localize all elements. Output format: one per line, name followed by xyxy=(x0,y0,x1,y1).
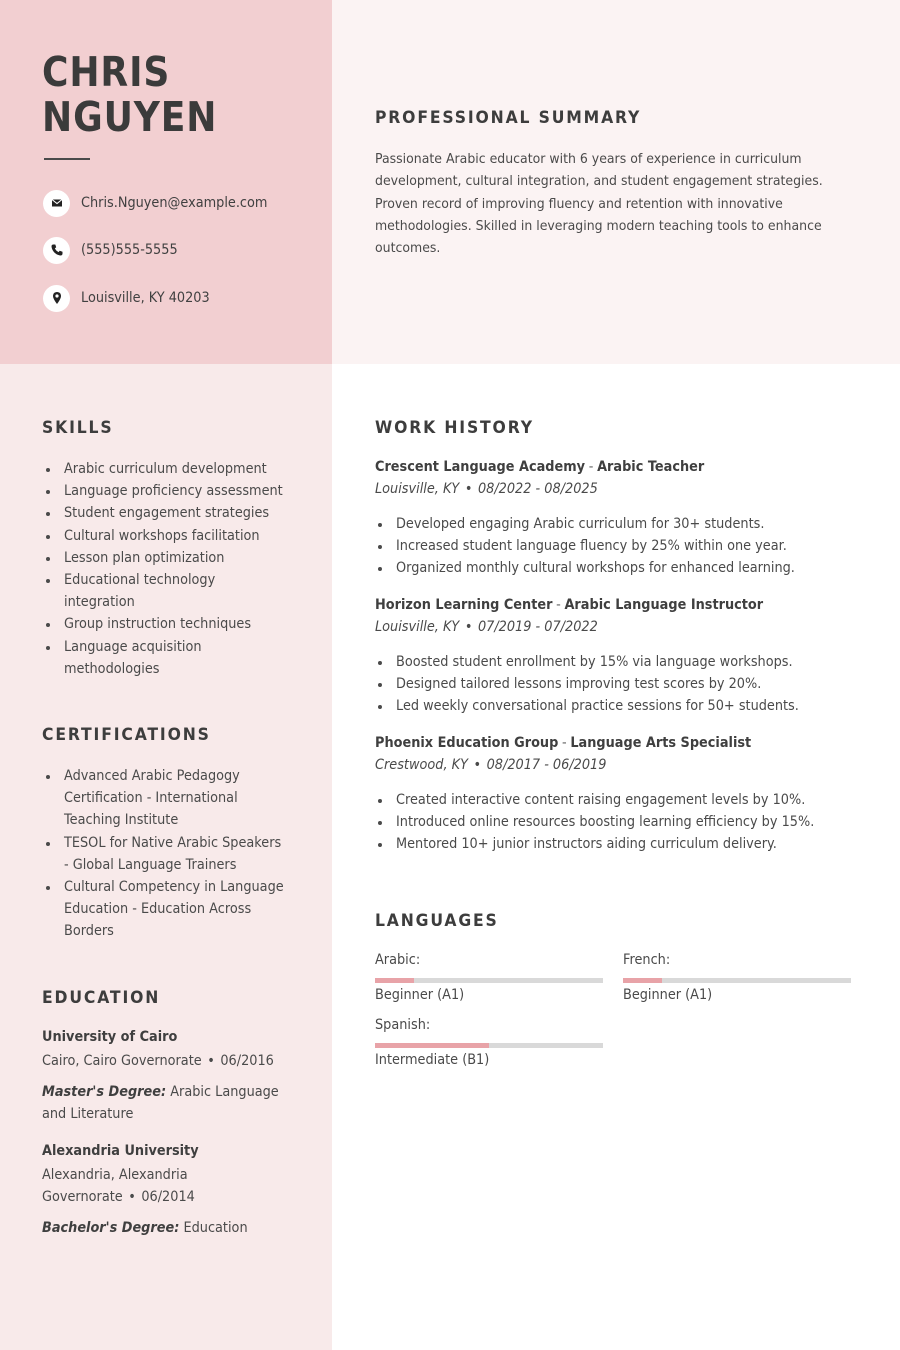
certifications-title: CERTIFICATIONS xyxy=(42,725,211,745)
list-item: Organized monthly cultural workshops for enhanced learning. xyxy=(375,557,830,579)
name-divider xyxy=(44,158,90,160)
job-meta: Louisville, KY • 07/2019 - 07/2022 xyxy=(375,619,598,635)
skills-list xyxy=(43,458,305,680)
list-item: Mentored 10+ junior instructors aiding curriculum delivery. xyxy=(375,833,851,855)
phone-text: (555)555-5555 xyxy=(81,242,178,258)
language-level-fill xyxy=(623,978,662,983)
certifications-list xyxy=(43,765,308,943)
first-name: CHRIS xyxy=(42,48,171,96)
list-item: Lesson plan optimization xyxy=(43,547,305,569)
list-item: Cultural Competency in Language Education - Education Across Borders xyxy=(43,876,308,943)
list-item: Designed tailored lessons improving test scores by 20%. xyxy=(375,673,834,695)
job-meta: Crestwood, KY • 08/2017 - 06/2019 xyxy=(375,757,607,773)
list-item: Educational technology integration xyxy=(43,569,243,613)
list-item: Led weekly conversational practice sessions for 50+ students. xyxy=(375,695,834,717)
list-item: Boosted student enrollment by 15% via language workshops. xyxy=(375,651,834,673)
location-text: Louisville, KY 40203 xyxy=(81,290,210,306)
language-level: Beginner (A1) xyxy=(623,987,713,1003)
education-degree: Master's Degree: Arabic Language and Literature xyxy=(42,1084,279,1123)
list-item: Created interactive content raising engagement levels by 10%. xyxy=(375,789,851,811)
list-item: Language proficiency assessment xyxy=(43,480,305,502)
language-level: Intermediate (B1) xyxy=(375,1052,490,1068)
last-name: NGUYEN xyxy=(42,93,218,141)
contact-location xyxy=(43,284,221,312)
candidate-name xyxy=(42,50,288,140)
job-heading: Horizon Learning Center - Arabic Language Instructor xyxy=(375,597,764,613)
job-bullets xyxy=(375,789,851,856)
list-item: Increased student language fluency by 25% within one year. xyxy=(375,535,830,557)
job-bullets xyxy=(375,513,830,580)
list-item: Cultural workshops facilitation xyxy=(43,525,305,547)
email-text: Chris.Nguyen@example.com xyxy=(81,195,268,211)
list-item: Student engagement strategies xyxy=(43,502,305,524)
language-level-fill xyxy=(375,1043,489,1048)
phone-icon xyxy=(43,237,70,264)
education-location: Cairo, Cairo Governorate • 06/2016 xyxy=(42,1053,274,1069)
list-item: Advanced Arabic Pedagogy Certification - International Teaching Institute xyxy=(43,765,273,832)
job-bullets xyxy=(375,651,834,718)
summary-title: PROFESSIONAL SUMMARY xyxy=(375,108,642,128)
language-level: Beginner (A1) xyxy=(375,987,465,1003)
envelope-icon xyxy=(43,190,70,217)
skills-title: SKILLS xyxy=(42,418,114,438)
language-name: Spanish: xyxy=(375,1017,431,1033)
contact-phone[interactable] xyxy=(43,236,186,264)
job-heading: Phoenix Education Group - Language Arts Specialist xyxy=(375,735,752,751)
map-pin-icon xyxy=(43,285,70,312)
work-title: WORK HISTORY xyxy=(375,418,534,438)
education-school: Alexandria University xyxy=(42,1143,199,1159)
job-meta: Louisville, KY • 08/2022 - 08/2025 xyxy=(375,481,598,497)
language-name: French: xyxy=(623,952,671,968)
language-level-bar xyxy=(623,978,851,983)
education-school: University of Cairo xyxy=(42,1029,178,1045)
languages-title: LANGUAGES xyxy=(375,911,499,931)
language-level-bar xyxy=(375,978,603,983)
language-level-fill xyxy=(375,978,414,983)
list-item: Developed engaging Arabic curriculum for 30+ students. xyxy=(375,513,830,535)
job-heading: Crescent Language Academy - Arabic Teacher xyxy=(375,459,705,475)
list-item: Group instruction techniques xyxy=(43,613,305,635)
contact-email[interactable] xyxy=(43,189,284,217)
list-item: Arabic curriculum development xyxy=(43,458,305,480)
list-item: Language acquisition methodologies xyxy=(43,636,233,680)
main-column xyxy=(332,364,900,1350)
language-level-bar xyxy=(375,1043,603,1048)
education-degree: Bachelor's Degree: Education xyxy=(42,1220,248,1236)
education-location: Alexandria, Alexandria Governorate • 06/2014 xyxy=(42,1167,195,1206)
summary-text: Passionate Arabic educator with 6 years of experience in curriculum development, cultural integration, and student engagement strategies. Proven record of improving fluency and retention with innovative methodologies. Skilled in leveraging modern teaching tools to enhance outcomes. xyxy=(375,151,823,257)
education-title: EDUCATION xyxy=(42,988,161,1008)
list-item: Introduced online resources boosting learning efficiency by 15%. xyxy=(375,811,851,833)
list-item: TESOL for Native Arabic Speakers - Global Language Trainers xyxy=(43,832,308,876)
language-name: Arabic: xyxy=(375,952,421,968)
